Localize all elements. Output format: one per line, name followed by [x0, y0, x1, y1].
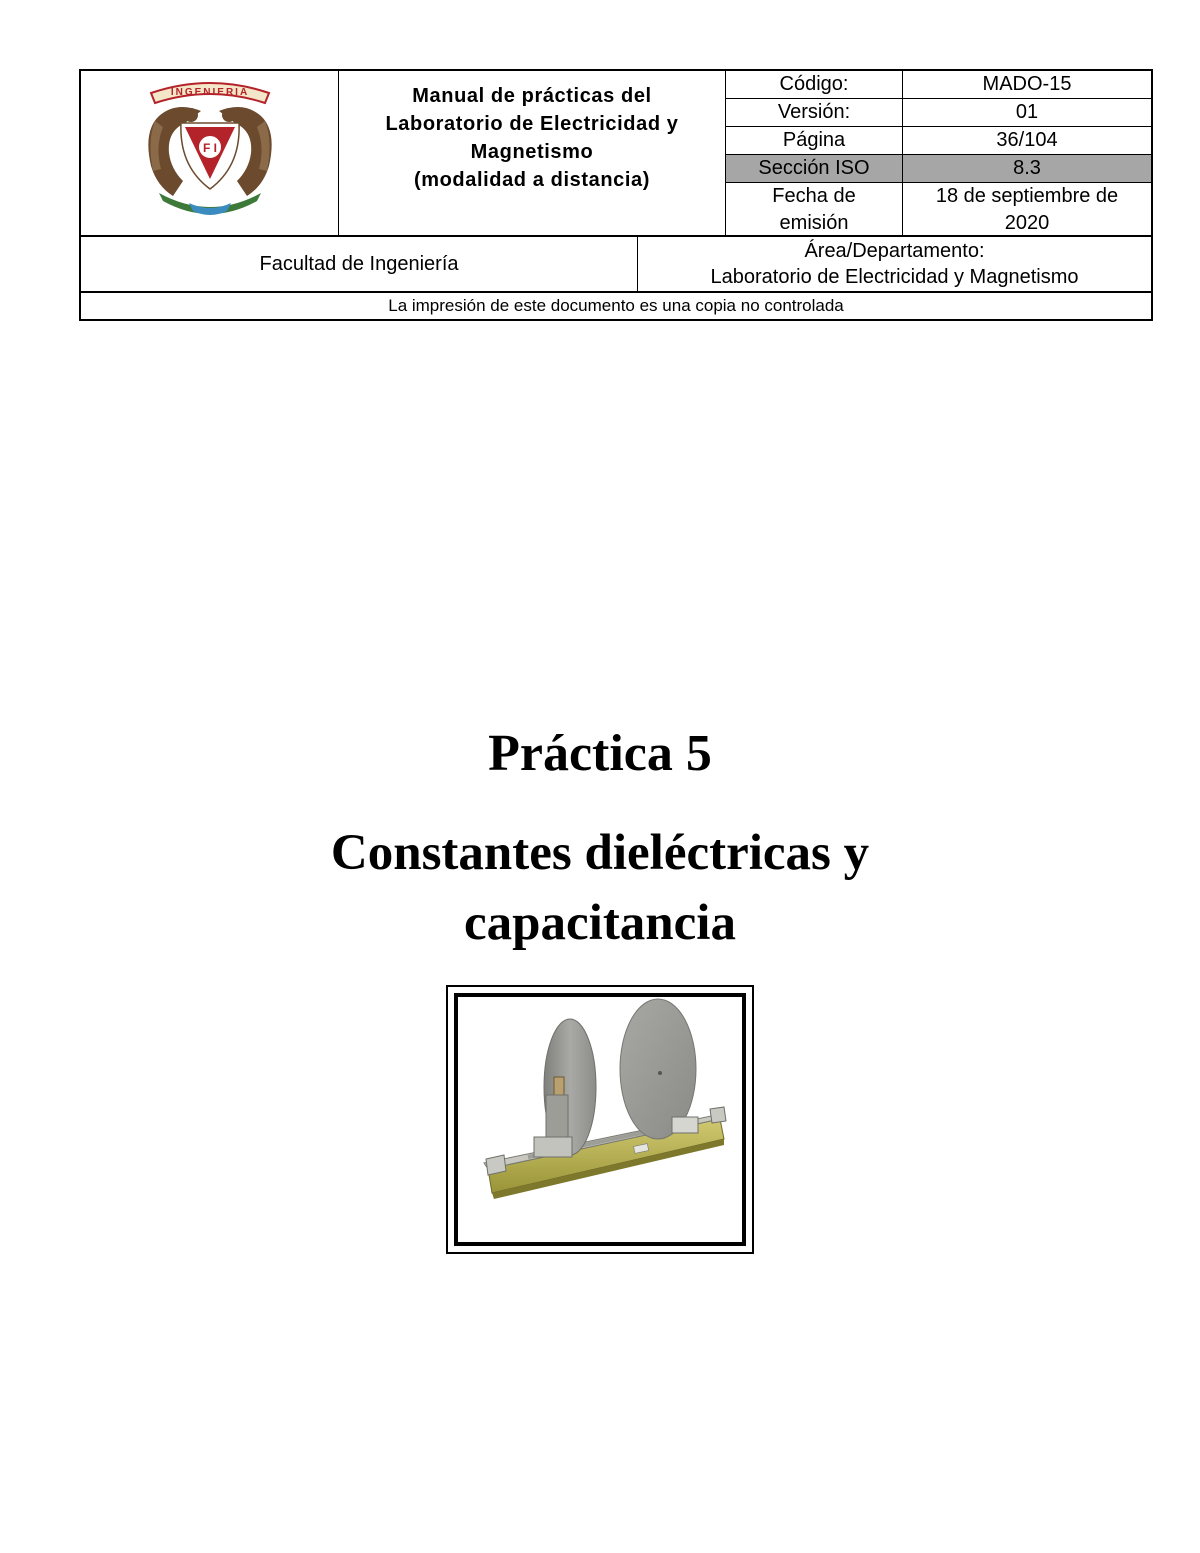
meta-label: Página [726, 127, 903, 154]
manual-title-cell [339, 71, 726, 235]
practice-subtitle-line: Constantes dieléctricas y [330, 825, 870, 881]
meta-row-issue-date [726, 183, 1151, 237]
uncontrolled-copy-notice: La impresión de este documento es una copia no controlada [79, 293, 1153, 321]
meta-row-version [726, 99, 1151, 127]
logo-emblem-letters: F I [203, 141, 217, 155]
apparatus-image-frame [446, 985, 754, 1254]
meta-value: MADO-15 [982, 73, 1072, 95]
meta-label: Sección ISO [726, 155, 903, 182]
manual-title-line: (modalidad a distancia) [413, 169, 651, 191]
unam-engineering-logo [81, 71, 339, 235]
practice-title: Práctica 5 [488, 725, 712, 782]
parallel-plate-capacitor-image [458, 997, 734, 1234]
meta-row-iso-section [726, 155, 1151, 183]
manual-title-line: Laboratorio de Electricidad y [385, 113, 679, 135]
area-label: Área/Departamento: [804, 240, 985, 262]
meta-value: 36/104 [996, 129, 1058, 151]
meta-row-page [726, 127, 1151, 155]
meta-value [903, 183, 1151, 237]
meta-label-line: emisión [779, 212, 849, 234]
area-value: Laboratorio de Electricidad y Magnetismo [710, 266, 1079, 288]
practice-subtitle [0, 818, 1200, 958]
faculty-name: Facultad de Ingeniería [81, 237, 638, 291]
meta-value-line: 2020 [1004, 212, 1050, 234]
area-department [638, 237, 1151, 292]
logo-banner-text: INGENIERIA [170, 87, 250, 98]
meta-label: Código: [726, 71, 903, 98]
manual-title-line: Manual de prácticas del [412, 85, 652, 107]
document-meta-table [726, 71, 1151, 235]
meta-value: 8.3 [1013, 157, 1041, 179]
meta-row-code [726, 71, 1151, 99]
header-middle-row [79, 237, 1153, 293]
apparatus-image-inner-border [454, 993, 746, 1246]
document-header [79, 69, 1153, 321]
manual-title-line: Magnetismo [470, 141, 594, 163]
manual-title [385, 82, 678, 194]
meta-label-line: Fecha de [772, 185, 856, 207]
meta-value-line: 18 de septiembre de [935, 185, 1119, 207]
meta-label: Versión: [726, 99, 903, 126]
practice-subtitle-line: capacitancia [464, 895, 736, 951]
meta-label [726, 183, 903, 237]
header-top-row [79, 69, 1153, 237]
meta-value: 01 [1015, 101, 1039, 123]
logo-cell [81, 71, 339, 235]
